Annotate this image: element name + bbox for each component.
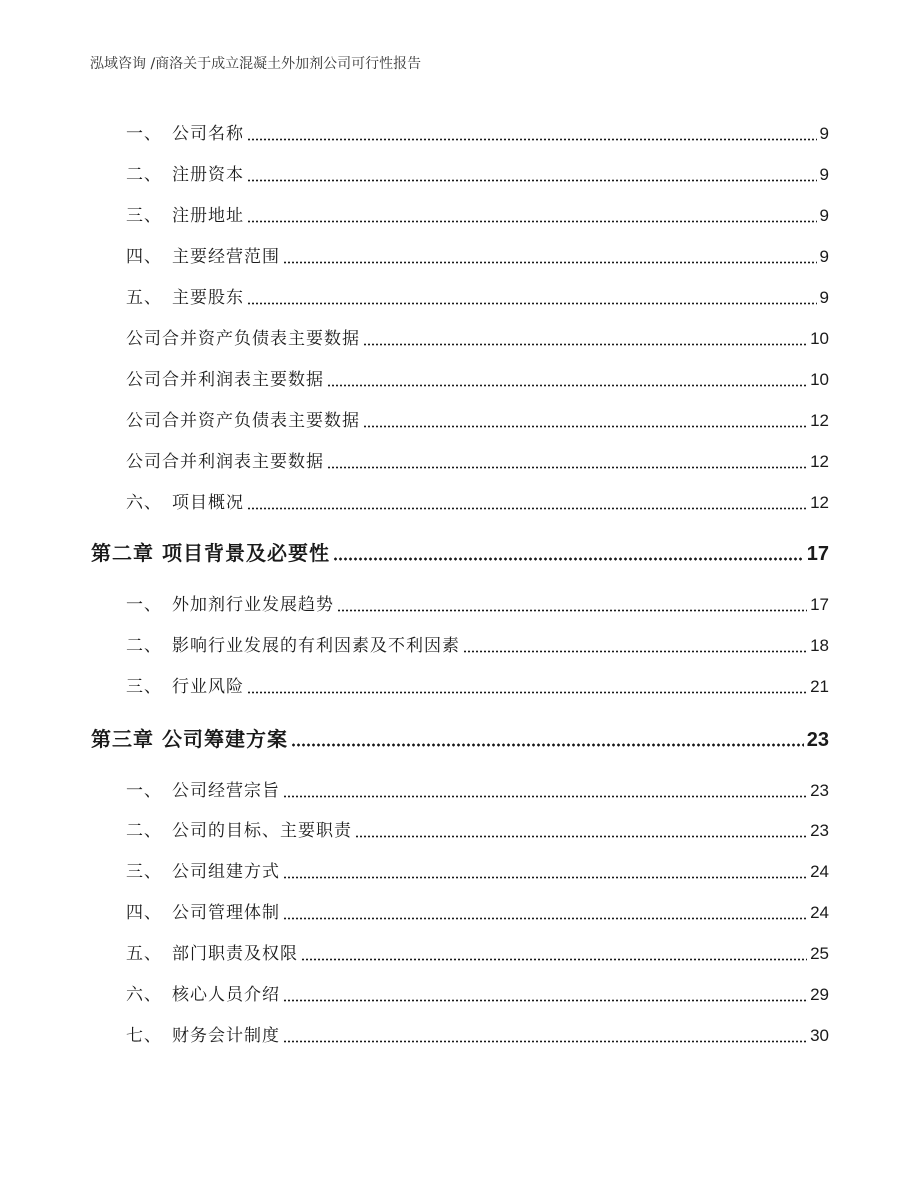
toc-entry-number: 七、 (126, 1026, 162, 1046)
toc-entry-page: 24 (810, 862, 829, 881)
toc-entry[interactable] (126, 819, 829, 843)
toc-entry-page: 17 (806, 543, 829, 565)
toc-entry-number: 四、 (126, 247, 162, 267)
toc-entry-number: 一、 (126, 124, 162, 144)
toc-entry[interactable] (126, 779, 829, 803)
toc-entry[interactable] (126, 245, 829, 269)
toc-entry-page: 23 (806, 729, 829, 751)
toc-entry[interactable] (126, 983, 829, 1007)
dot-leader (463, 635, 807, 653)
toc-entry-title: 公司名称 (172, 124, 244, 144)
toc-entry-page: 9 (819, 247, 829, 266)
toc-entry[interactable] (126, 204, 829, 228)
dot-leader (363, 410, 807, 428)
toc-entry-page: 12 (810, 411, 829, 430)
toc-entry-number: 四、 (126, 903, 162, 923)
dot-leader (247, 287, 817, 305)
toc-entry[interactable] (126, 1024, 829, 1048)
toc-entry-page: 9 (819, 288, 829, 307)
toc-entry-title: 公司合并利润表主要数据 (126, 452, 324, 472)
toc-entry-page: 12 (810, 493, 829, 512)
toc-entry-page: 9 (819, 165, 829, 184)
toc-entry-number: 三、 (126, 862, 162, 882)
toc-entry[interactable] (126, 286, 829, 310)
toc-entry-title: 项目概况 (172, 493, 244, 513)
toc-entry-title: 公司合并资产负债表主要数据 (126, 329, 360, 349)
toc-entry-number: 二、 (126, 821, 162, 841)
toc-entry-title: 公司合并资产负债表主要数据 (126, 411, 360, 431)
toc-entry[interactable] (126, 491, 829, 515)
toc-entry[interactable] (126, 593, 829, 617)
toc-entry-page: 17 (810, 595, 829, 614)
toc-entry-number: 六、 (126, 493, 162, 513)
toc-entry-page: 21 (810, 677, 829, 696)
toc-entry[interactable] (126, 122, 829, 146)
toc-entry-title: 公司经营宗旨 (172, 781, 280, 801)
toc-entry-number: 五、 (126, 288, 162, 308)
toc-entry-page: 29 (810, 985, 829, 1004)
toc-entry-page: 18 (810, 636, 829, 655)
toc-entry[interactable] (126, 675, 829, 699)
toc-entry[interactable] (126, 450, 829, 474)
dot-leader (283, 861, 807, 879)
dot-leader (301, 943, 807, 961)
dot-leader (283, 902, 807, 920)
toc-entry-page: 12 (810, 452, 829, 471)
toc-entry-page: 23 (810, 821, 829, 840)
toc-entry-number: 二、 (126, 636, 162, 656)
dot-leader (247, 676, 807, 694)
toc-entry-title: 公司的目标、主要职责 (172, 821, 352, 841)
toc-entry-page: 25 (810, 944, 829, 963)
toc-entry-title: 主要经营范围 (172, 247, 280, 267)
dot-leader (363, 328, 807, 346)
toc-entry-title: 公司合并利润表主要数据 (126, 370, 324, 390)
toc-entry-page: 30 (810, 1026, 829, 1045)
toc-entry[interactable] (126, 327, 829, 351)
dot-leader (327, 451, 807, 469)
dot-leader (283, 984, 807, 1002)
toc-entry-title: 行业风险 (172, 677, 244, 697)
toc-entry-title: 主要股东 (172, 288, 244, 308)
toc-entry[interactable] (126, 409, 829, 433)
toc-entry-title: 公司组建方式 (172, 862, 280, 882)
page-header: 泓域咨询 /商洛关于成立混凝土外加剂公司可行性报告 (90, 56, 422, 72)
dot-leader (333, 543, 804, 561)
toc-entry-number: 二、 (126, 165, 162, 185)
toc-entry[interactable] (126, 163, 829, 187)
toc-entry-title: 部门职责及权限 (172, 944, 298, 964)
dot-leader (283, 246, 817, 264)
toc-entry[interactable] (126, 901, 829, 925)
toc-entry-page: 24 (810, 903, 829, 922)
toc-chapter-title: 第二章 项目背景及必要性 (91, 541, 330, 565)
toc-entry[interactable] (126, 860, 829, 884)
toc-entry-number: 五、 (126, 944, 162, 964)
toc-entry-page: 10 (810, 370, 829, 389)
toc-entry-number: 三、 (126, 677, 162, 697)
toc-entry-number: 三、 (126, 206, 162, 226)
toc-entry-number: 六、 (126, 985, 162, 1005)
toc-entry-title: 财务会计制度 (172, 1026, 280, 1046)
dot-leader (291, 729, 804, 747)
toc-entry-title: 外加剂行业发展趋势 (172, 595, 334, 615)
toc-entry-number: 一、 (126, 781, 162, 801)
toc-entry-page: 23 (810, 781, 829, 800)
dot-leader (247, 205, 817, 223)
toc-entry-title: 公司管理体制 (172, 903, 280, 923)
dot-leader (247, 492, 807, 510)
toc-entry-title: 核心人员介绍 (172, 985, 280, 1005)
toc-chapter-entry[interactable] (91, 725, 829, 753)
dot-leader (283, 1025, 807, 1043)
dot-leader (247, 164, 817, 182)
toc-entry-page: 10 (810, 329, 829, 348)
toc-chapter-title: 第三章 公司筹建方案 (91, 727, 288, 751)
toc-entry-page: 9 (819, 124, 829, 143)
toc-chapter-entry[interactable] (91, 539, 829, 567)
toc-entry-title: 注册地址 (172, 206, 244, 226)
dot-leader (355, 820, 807, 838)
toc-entry-title: 影响行业发展的有利因素及不利因素 (172, 636, 460, 656)
dot-leader (337, 594, 807, 612)
toc-entry-number: 一、 (126, 595, 162, 615)
dot-leader (247, 123, 817, 141)
dot-leader (327, 369, 807, 387)
toc-entry[interactable] (126, 368, 829, 392)
toc-entry[interactable] (126, 634, 829, 658)
toc-entry-title: 注册资本 (172, 165, 244, 185)
toc-entry[interactable] (126, 942, 829, 966)
toc-entry-page: 9 (819, 206, 829, 225)
dot-leader (283, 780, 807, 798)
